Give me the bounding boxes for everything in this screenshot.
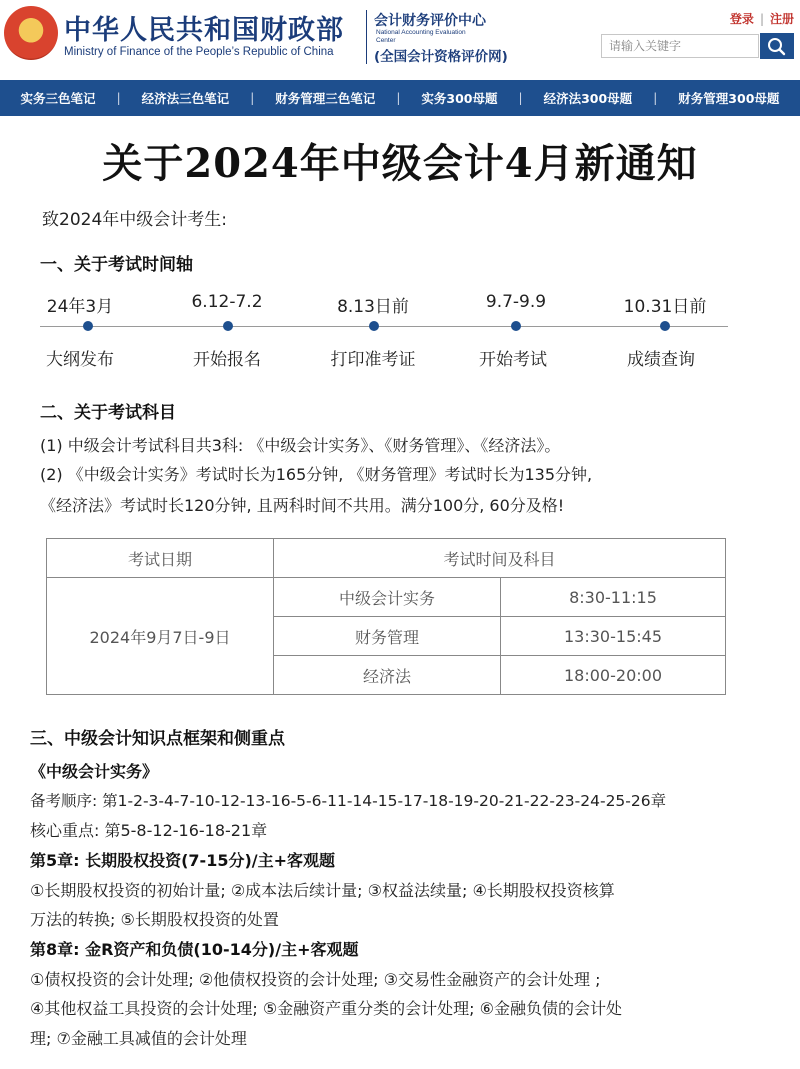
timeline-dot [511, 321, 521, 331]
table-header-row [47, 539, 726, 578]
subjects-paragraph-line: 《经济法》考试时长120分钟, 且两科时间不共用。满分100分, 60分及格! [40, 496, 565, 515]
subjects-paragraph-line: (2) 《中级会计实务》考试时长为165分钟, 《财务管理》考试时长为135分钟, [40, 465, 593, 484]
nav-separator: | [518, 91, 523, 105]
chapter-8-title: 第8章: 金R资产和负债(10-14分)/主+客观题 [30, 940, 359, 959]
register-link[interactable]: 注册 [769, 12, 794, 26]
timeline-label: 大纲发布 [46, 350, 114, 370]
timeline-date: 9.7-9.9 [485, 292, 547, 312]
chapter-5-line: ①长期股权投资的初始计量; ②成本法后续计量; ③权益法续量; ④长期股权投资核算 [30, 881, 615, 900]
timeline-date: 10.31日前 [623, 297, 707, 317]
center-name-cn: 会计财务评价中心 [374, 13, 486, 29]
table-header-time: 考试时间及科目 [274, 539, 726, 578]
timeline-line [40, 326, 728, 327]
timeline-label: 打印准考证 [330, 350, 416, 370]
subjects-paragraph-line: (1) 中级会计考试科目共3科: 《中级会计实务》、《财务管理》、《经济法》。 [40, 436, 561, 455]
site-header [0, 0, 800, 80]
timeline-dot [83, 321, 93, 331]
table-cell-subject: 中级会计实务 [274, 578, 501, 617]
table-cell-time: 13:30-15:45 [501, 617, 726, 656]
search-button[interactable] [760, 33, 794, 59]
greeting: 致2024年中级会计考生: [42, 210, 227, 230]
chapter-8-line: 理; ⑦金融工具减值的会计处理 [30, 1029, 247, 1048]
nav-item[interactable]: 财务管理300母题 [678, 91, 780, 106]
chapter-8-line: ①债权投资的会计处理; ②他债权投资的会计处理; ③交易性金融资产的会计处理 ; [30, 970, 601, 989]
timeline-date: 24年3月 [46, 297, 114, 317]
table-cell-date: 2024年9月7日-9日 [47, 578, 274, 695]
ministry-name-cn: 中华人民共和国财政部 [64, 15, 344, 46]
page-title: 关于2024年中级会计4月新通知 [102, 140, 698, 187]
chapter-5-line: 万法的转换; ⑤长期股权投资的处置 [30, 910, 279, 929]
nav-separator: | [396, 91, 401, 105]
chapter-5-title: 第5章: 长期股权投资(7-15分)/主+客观题 [30, 851, 336, 870]
search-icon [760, 33, 794, 59]
search-input[interactable] [601, 34, 759, 58]
table-header-date: 考试日期 [47, 539, 274, 578]
timeline-label: 开始报名 [193, 350, 261, 370]
header-divider [366, 10, 367, 64]
nav-separator: | [116, 91, 121, 105]
main-nav [0, 80, 800, 116]
timeline-date: 8.13日前 [337, 297, 409, 317]
table-row [47, 578, 726, 617]
nav-separator: | [653, 91, 658, 105]
login-link[interactable]: 登录 [729, 12, 754, 26]
timeline-dot [369, 321, 379, 331]
center-name-en: National Accounting Evaluation Center [376, 29, 466, 44]
auth-links [730, 10, 794, 27]
table-cell-time: 18:00-20:00 [501, 656, 726, 695]
center-subtitle: (全国会计资格评价网) [374, 49, 508, 65]
ministry-name-en: Ministry of Finance of the People’s Republic of China [64, 46, 334, 58]
section-heading-knowledge: 三、中级会计知识点框架和侧重点 [30, 729, 285, 749]
nav-item[interactable]: 经济法三色笔记 [141, 91, 230, 106]
nav-item[interactable]: 经济法300母题 [543, 91, 633, 106]
nav-item[interactable]: 实务三色笔记 [20, 91, 96, 106]
book-title: 《中级会计实务》 [30, 762, 159, 781]
timeline-date: 6.12-7.2 [191, 292, 263, 312]
table-cell-subject: 财务管理 [274, 617, 501, 656]
nav-item[interactable]: 财务管理三色笔记 [275, 91, 376, 106]
chapter-8-line: ④其他权益工具投资的会计处理; ⑤金融资产重分类的会计处理; ⑥金融负债的会计处 [30, 999, 622, 1018]
section-heading-timeline: 一、关于考试时间轴 [40, 255, 193, 275]
timeline-label: 成绩查询 [627, 350, 695, 370]
core-focus: 核心重点: 第5-8-12-16-18-21章 [30, 821, 268, 840]
timeline-dot [223, 321, 233, 331]
table-cell-subject: 经济法 [274, 656, 501, 695]
timeline-dot [660, 321, 670, 331]
timeline-label: 开始考试 [479, 350, 547, 370]
national-emblem-icon [4, 6, 58, 60]
link-separator: | [759, 12, 764, 26]
section-heading-subjects: 二、关于考试科目 [40, 403, 176, 423]
nav-separator: | [250, 91, 255, 105]
table-cell-time: 8:30-11:15 [501, 578, 726, 617]
nav-item[interactable]: 实务300母题 [421, 91, 498, 106]
exam-schedule-table [46, 538, 726, 695]
study-order: 备考顺序: 第1-2-3-4-7-10-12-13-16-5-6-11-14-15-17-18-19-20-21-22-23-24-25-26章 [30, 792, 667, 810]
